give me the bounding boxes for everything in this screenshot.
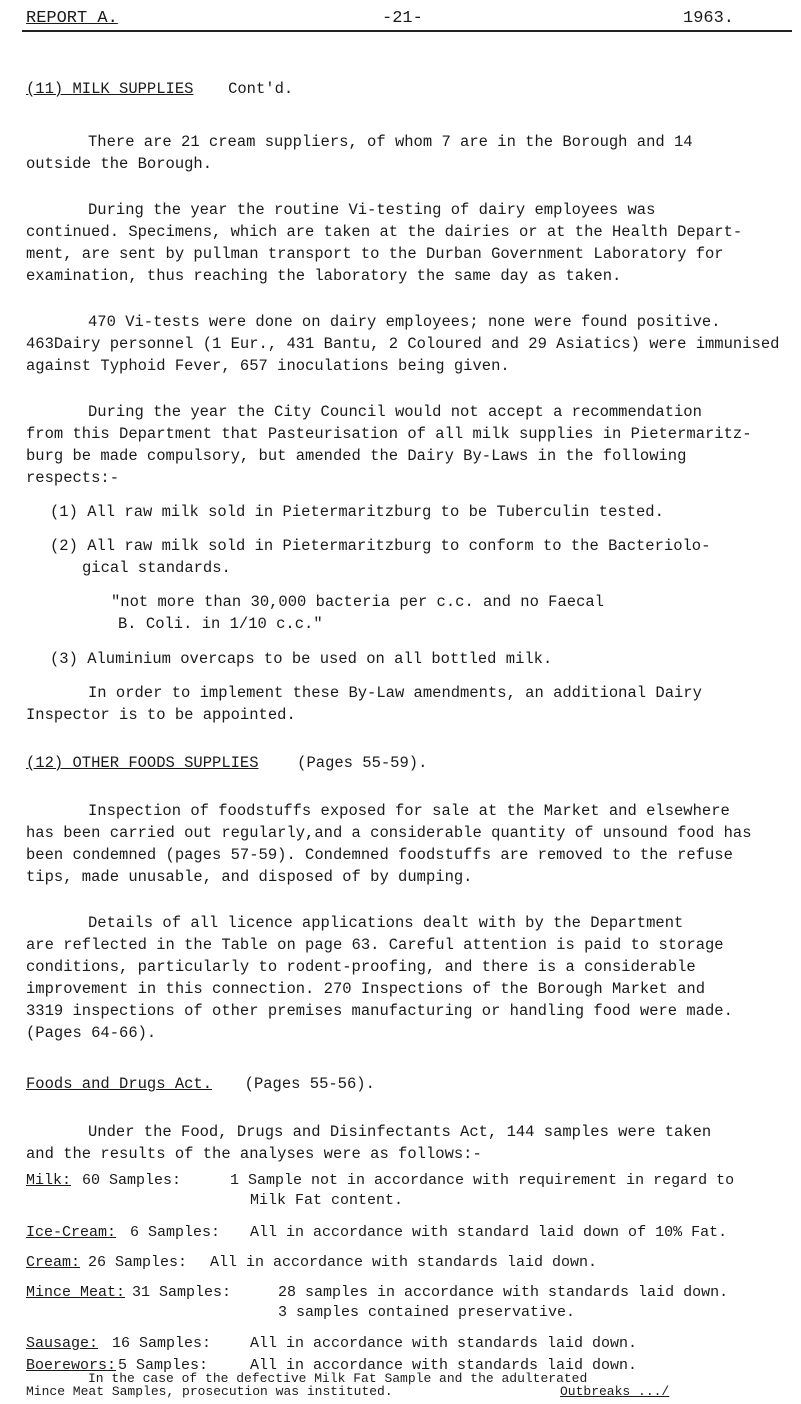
p1-line: outside the Borough.	[26, 155, 213, 173]
sample-result: 28 samples in accordance with standards laid down.	[278, 1284, 729, 1301]
section-12-heading: (12) OTHER FOODS SUPPLIES	[26, 754, 259, 772]
section-11-heading: (11) MILK SUPPLIES	[26, 80, 194, 98]
amendment-item: (3) Aluminium overcaps to be used on all bottled milk.	[50, 650, 553, 668]
standard-quote: B. Coli. in 1/10 c.c."	[118, 615, 323, 633]
p4-line: burg be made compulsory, but amended the Dairy By-Laws in the following	[26, 447, 687, 465]
section-12-pages: (Pages 55-59).	[297, 754, 428, 772]
catchword: Outbreaks .../	[560, 1384, 670, 1399]
sample-result: 1 Sample not in accordance with requirement in regard to	[230, 1172, 735, 1189]
sample-count: 5 Samples:	[118, 1357, 209, 1374]
sample-label: Cream:	[26, 1254, 81, 1271]
s12-p2-line: (Pages 64-66).	[26, 1024, 157, 1042]
fda-intro: and the results of the analyses were as follows:-	[26, 1145, 482, 1163]
sample-label: Boerewors:	[26, 1357, 117, 1374]
s12-p1-line: tips, made unusable, and disposed of by dumping.	[26, 868, 473, 886]
sample-label: Mince Meat:	[26, 1284, 126, 1301]
p4-line: from this Department that Pasteurisation of all milk supplies in Pietermaritz-	[26, 425, 752, 443]
fda-intro: Under the Food, Drugs and Disinfectants Act, 144 samples were taken	[88, 1123, 712, 1141]
amendment-item: gical standards.	[82, 559, 231, 577]
header-rule	[22, 30, 792, 32]
s12-p1-line: has been carried out regularly,and a considerable quantity of unsound food has	[26, 824, 752, 842]
p4-line: respects:-	[26, 469, 120, 487]
sample-result: All in accordance with standards laid down.	[250, 1335, 638, 1352]
sample-count: 31 Samples:	[132, 1284, 232, 1301]
s12-p1-line: Inspection of foodstuffs exposed for sale at the Market and elsewhere	[88, 802, 730, 820]
p2-line: continued. Specimens, which are taken at the dairies or at the Health Depart-	[26, 223, 743, 241]
fda-heading-row	[26, 1073, 786, 1095]
p2-line: ment, are sent by pullman transport to the Durban Government Laboratory for	[26, 245, 724, 263]
report-year: 1963.	[683, 9, 735, 28]
p3-line: 463Dairy personnel (1 Eur., 431 Bantu, 2 Coloured and 29 Asiatics) were immunised	[26, 335, 780, 353]
amendment-item: (2) All raw milk sold in Pietermaritzburg to conform to the Bacteriolo-	[50, 537, 711, 555]
s12-p2-line: 3319 inspections of other premises manufacturing or handling food were made.	[26, 1002, 733, 1020]
section-11-heading-row	[26, 78, 786, 100]
p2-line: During the year the routine Vi-testing of dairy employees was	[88, 201, 656, 219]
s12-p2-line: Details of all licence applications dealt with by the Department	[88, 914, 684, 932]
p3-line: 470 Vi-tests were done on dairy employees; none were found positive.	[88, 313, 721, 331]
s12-p2-line: conditions, particularly to rodent-proofing, and there is a considerable	[26, 958, 696, 976]
p3-line: against Typhoid Fever, 657 inoculations being given.	[26, 357, 510, 375]
section-11-cont: Cont'd.	[228, 80, 294, 98]
p5-line: Inspector is to be appointed.	[26, 706, 296, 724]
sample-result: Milk Fat content.	[250, 1192, 404, 1209]
sample-label: Milk:	[26, 1172, 72, 1189]
p5-line: In order to implement these By-Law amendments, an additional Dairy	[88, 684, 702, 702]
fda-closing: In the case of the defective Milk Fat Sample and the adulterated	[88, 1371, 588, 1386]
sample-result: 3 samples contained preservative.	[278, 1304, 576, 1321]
amendment-item: (1) All raw milk sold in Pietermaritzburg to be Tuberculin tested.	[50, 503, 664, 521]
p2-line: examination, thus reaching the laboratory the same day as taken.	[26, 267, 622, 285]
fda-heading: Foods and Drugs Act.	[26, 1075, 213, 1093]
section-12-heading-row	[26, 752, 786, 774]
sample-count: 6 Samples:	[130, 1224, 221, 1241]
p4-line: During the year the City Council would not accept a recommendation	[88, 403, 702, 421]
s12-p2-line: improvement in this connection. 270 Inspections of the Borough Market and	[26, 980, 706, 998]
sample-count: 60 Samples:	[82, 1172, 182, 1189]
sample-result: All in accordance with standards laid down.	[250, 1357, 638, 1374]
page-number: -21-	[382, 9, 423, 28]
sample-result: All in accordance with standards laid down.	[210, 1254, 598, 1271]
sample-count: 26 Samples:	[88, 1254, 188, 1271]
sample-label: Sausage:	[26, 1335, 99, 1352]
sample-count: 16 Samples:	[112, 1335, 212, 1352]
sample-result: All in accordance with standard laid down of 10% Fat.	[250, 1224, 728, 1241]
fda-closing: Mince Meat Samples, prosecution was instituted.	[26, 1384, 393, 1399]
sample-label: Ice-Cream:	[26, 1224, 117, 1241]
report-label: REPORT A.	[26, 9, 118, 28]
standard-quote: "not more than 30,000 bacteria per c.c. and no Faecal	[111, 593, 604, 611]
s12-p2-line: are reflected in the Table on page 63. Careful attention is paid to storage	[26, 936, 724, 954]
p1-line: There are 21 cream suppliers, of whom 7 are in the Borough and 14	[88, 133, 693, 151]
fda-pages: (Pages 55-56).	[244, 1075, 375, 1093]
s12-p1-line: been condemned (pages 57-59). Condemned foodstuffs are removed to the refuse	[26, 846, 733, 864]
